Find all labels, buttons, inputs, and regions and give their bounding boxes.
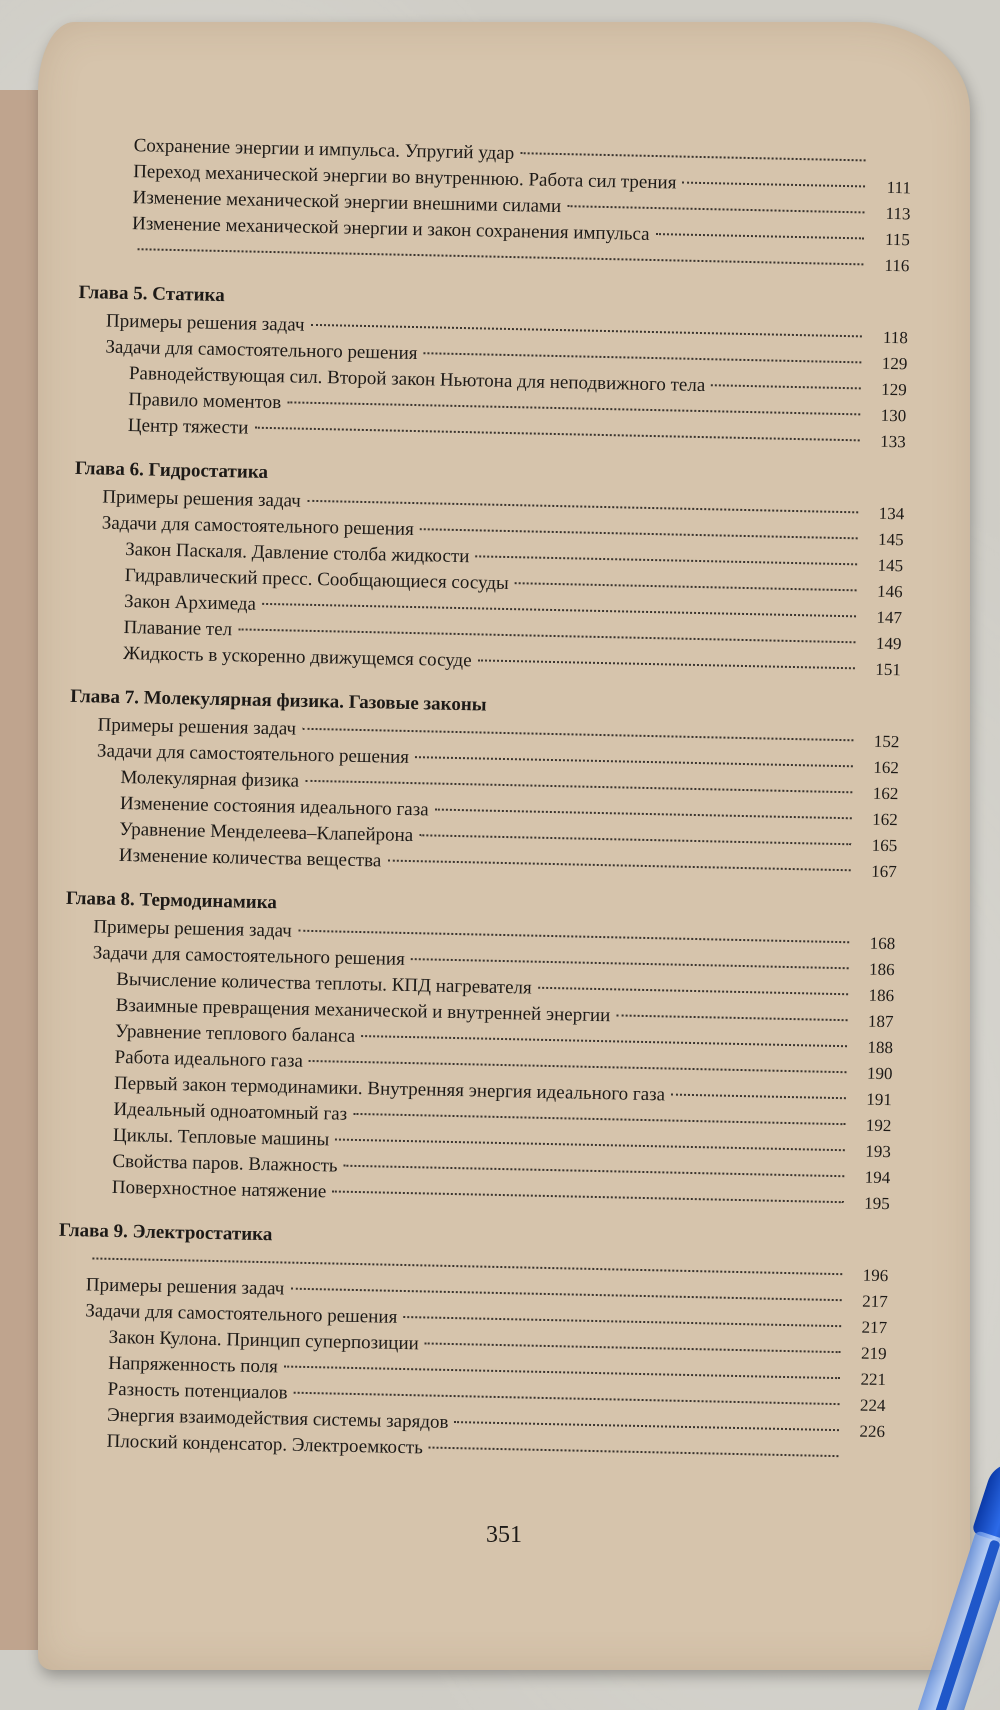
toc-entry-title: Разность потенциалов	[107, 1378, 288, 1404]
toc-entry-title: Задачи для самостоятельного решения	[92, 942, 406, 970]
dot-leader	[254, 427, 859, 442]
dot-leader	[332, 1190, 843, 1203]
toc-entry-page: 116	[884, 255, 910, 276]
toc-entry-page: 115	[884, 229, 911, 250]
dot-leader	[435, 809, 852, 820]
dot-leader	[671, 1094, 846, 1100]
dot-leader	[353, 1113, 845, 1125]
chapter-title: Глава 9. Электростатика	[58, 1219, 273, 1246]
toc-entry-title: Вычисление количества теплоты. КПД нагревателя	[116, 968, 532, 999]
dot-leader	[298, 930, 849, 944]
toc-entry-page: 167	[870, 861, 897, 882]
dot-leader	[361, 1035, 847, 1047]
toc-entry-title: Примеры решения задач	[93, 916, 293, 942]
dot-leader	[515, 582, 857, 591]
book-page	[38, 22, 970, 1670]
dot-leader	[656, 233, 864, 239]
toc-entry-page: 146	[876, 581, 903, 602]
toc-chapter	[71, 456, 905, 683]
toc-entry-title: Гидравлический пресс. Сообщающиеся сосуды	[124, 564, 509, 595]
toc-entry-page: 151	[875, 659, 902, 680]
toc-entry-page: 152	[873, 731, 900, 752]
toc-chapter	[54, 1218, 889, 1471]
toc-entry-page: 147	[876, 607, 903, 628]
toc-entry-title: Молекулярная физика	[120, 766, 300, 792]
toc-entry-title: Взаимные превращения механической и внутренней энергии	[115, 994, 611, 1027]
dot-leader	[423, 352, 861, 363]
dot-leader	[429, 1447, 839, 1458]
toc-entry-title: Равнодействующая сил. Второй закон Ньютона для неподвижного тела	[128, 363, 706, 397]
toc-entry-title: Переход механической энергии во внутреннюю. Работа сил трения	[132, 161, 677, 194]
toc-chapter	[79, 132, 912, 279]
dot-leader	[454, 1421, 839, 1431]
dot-leader	[616, 1014, 847, 1021]
toc-entry-title: Примеры решения задач	[105, 310, 305, 336]
dot-leader	[92, 1257, 842, 1275]
toc-entry-page: 113	[885, 203, 911, 224]
toc-entry-page: 145	[877, 555, 904, 576]
toc-entry-page: 221	[860, 1369, 887, 1390]
toc-entry-title: Задачи для самостоятельного решения	[105, 336, 418, 365]
dot-leader	[335, 1139, 845, 1152]
dot-leader	[415, 756, 853, 767]
toc-entry-title: Задачи для самостоятельного решения	[101, 512, 415, 541]
toc-entry-page: 145	[877, 529, 904, 550]
toc-chapter	[60, 886, 896, 1217]
dot-leader	[567, 205, 864, 213]
toc-entry-title: Изменение механической энергии и закон сохранения импульса	[131, 213, 650, 245]
dot-leader	[711, 384, 861, 389]
dot-leader	[287, 401, 860, 415]
toc-entry-title: Закон Архимеда	[123, 590, 257, 615]
dot-leader	[138, 248, 864, 265]
dot-leader	[238, 628, 855, 643]
toc-entry-title: Сохранение энергии и импульса. Упругий удар	[133, 135, 515, 165]
toc-entry-page: 219	[860, 1343, 887, 1364]
toc-entry-page: 149	[875, 633, 902, 654]
toc-entry-title: Уравнение Менделеева–Клапейрона	[119, 818, 414, 847]
toc-entry-page: 195	[864, 1193, 890, 1214]
toc-entry-title: Изменение количества вещества	[118, 844, 382, 872]
dot-leader	[305, 780, 852, 793]
toc-entry-title: Закон Паскаля. Давление столба жидкости	[125, 538, 470, 568]
toc-entry-page: 186	[868, 959, 895, 980]
toc-entry-title: Первый закон термодинамики. Внутренняя энергия идеального газа	[113, 1072, 666, 1106]
toc-entry-title: Примеры решения задач	[85, 1274, 285, 1300]
dot-leader	[294, 1392, 840, 1405]
toc-entry-title: Уравнение теплового баланса	[114, 1020, 356, 1047]
toc-entry-title: Свойства паров. Влажность	[112, 1150, 338, 1177]
dot-leader	[403, 1316, 841, 1327]
page-number: 351	[486, 1522, 522, 1548]
dot-leader	[284, 1365, 840, 1379]
toc-entry-title: Энергия взаимодействия системы зарядов	[106, 1404, 449, 1433]
dot-leader	[262, 603, 856, 617]
toc-entry-page: 217	[861, 1317, 888, 1338]
toc-entry-page: 226	[859, 1421, 886, 1442]
dot-leader	[682, 182, 865, 188]
toc-entry-page: 193	[865, 1141, 892, 1162]
dot-leader	[475, 555, 857, 565]
toc-entry-title: Примеры решения задач	[97, 714, 297, 740]
dot-leader	[425, 1342, 841, 1353]
toc-entry-title: Плоский конденсатор. Электроемкость	[106, 1430, 424, 1459]
toc-entry-title: Правило моментов	[128, 389, 282, 414]
toc-entry-page: 162	[872, 809, 898, 830]
toc-entry-title: Идеальный одноатомный газ	[113, 1098, 348, 1125]
dot-leader	[309, 1060, 847, 1073]
dot-leader	[538, 987, 848, 996]
toc-entry-page: 190	[866, 1063, 893, 1084]
toc-entry-page: 118	[882, 327, 909, 348]
dot-leader	[387, 860, 850, 872]
toc-entry-page: 186	[868, 985, 895, 1006]
toc-entry-title: Плавание тел	[123, 616, 233, 641]
dot-leader	[411, 958, 849, 969]
toc-entry-title: Закон Кулона. Принцип суперпозиции	[108, 1326, 419, 1355]
toc-entry-page: 192	[865, 1115, 892, 1136]
toc-entry-title: Изменение состояния идеального газа	[119, 792, 429, 821]
toc-entry-page: 129	[881, 379, 907, 400]
dot-leader	[344, 1165, 845, 1177]
dot-leader	[290, 1288, 841, 1302]
chapter-title: Глава 5. Статика	[78, 281, 225, 307]
toc-entry-title: Примеры решения задач	[102, 486, 302, 512]
dot-leader	[307, 500, 858, 514]
toc-entry-page: 191	[866, 1089, 893, 1110]
toc-entry-page: 133	[879, 431, 906, 452]
toc-entry-title: Задачи для самостоятельного решения	[96, 740, 410, 768]
toc-entry-page	[844, 1462, 884, 1463]
toc-entry-page: 162	[872, 783, 899, 804]
toc-entry-page: 187	[867, 1011, 894, 1032]
dot-leader	[420, 528, 858, 539]
toc-chapter	[76, 280, 909, 455]
dot-leader	[419, 834, 851, 845]
dot-leader	[302, 728, 853, 742]
dot-leader	[520, 152, 865, 161]
toc-entry-page: 162	[873, 757, 900, 778]
toc-entry-title: Циклы. Тепловые машины	[112, 1124, 330, 1151]
toc-entry-page: 196	[862, 1265, 889, 1286]
toc-entry-page: 129	[881, 353, 908, 374]
toc-entry-page: 224	[859, 1395, 886, 1416]
chapter-title: Глава 6. Гидростатика	[74, 457, 269, 483]
toc-entry-title: Работа идеального газа	[114, 1046, 304, 1072]
toc-entry-title: Задачи для самостоятельного решения	[85, 1300, 398, 1328]
toc-entry-page: 168	[869, 933, 896, 954]
toc-entry-title: Центр тяжести	[127, 415, 249, 439]
toc-entry-page: 165	[871, 835, 898, 856]
toc-entry-page: 217	[861, 1291, 888, 1312]
toc-entry-page: 194	[864, 1167, 891, 1188]
toc-entry-page	[871, 167, 911, 168]
chapter-title: Глава 8. Термодинамика	[65, 887, 278, 914]
toc-entry-page: 111	[886, 177, 912, 198]
chapter-title: Глава 7. Молекулярная физика. Газовые законы	[69, 685, 487, 716]
toc-entry-title: Изменение механической энергии внешними силами	[132, 187, 562, 218]
toc-chapter	[67, 684, 901, 885]
toc-entry-page: 130	[880, 405, 907, 426]
toc-entry-title: Жидкость в ускоренно движущемся сосуде	[122, 642, 472, 672]
toc-entry-title: Напряженность поля	[107, 1352, 279, 1378]
dot-leader	[478, 659, 855, 669]
toc-entry-page: 188	[867, 1037, 894, 1058]
toc-entry-title: Поверхностное натяжение	[111, 1176, 327, 1203]
toc-entry-page: 134	[878, 503, 905, 524]
table-of-contents	[54, 132, 912, 1489]
dot-leader	[311, 324, 862, 338]
